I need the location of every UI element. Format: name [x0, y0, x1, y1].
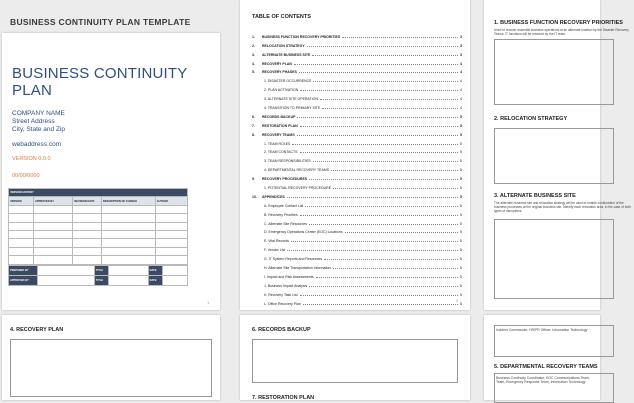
- toc-entry[interactable]: [252, 261, 462, 270]
- version-history-header-row: [9, 197, 188, 205]
- toc-leader: [313, 161, 458, 162]
- section-2-title: 2. RELOCATION STRATEGY: [494, 116, 568, 122]
- toc-entry-text: D. Emergency Operations Center (EOC) Locations: [264, 230, 343, 235]
- toc-entry-page: 5: [460, 132, 462, 137]
- toc-entry-page: 4: [460, 88, 462, 93]
- toc-entry-page: 4: [460, 97, 462, 102]
- version-history-table: [8, 188, 188, 265]
- city-state-zip: City, State and Zip: [12, 126, 65, 133]
- col-approved-by: APPROVED BY: [34, 197, 73, 205]
- toc-entry[interactable]: [252, 288, 462, 297]
- table-cell[interactable]: [102, 256, 156, 264]
- table-row: [9, 214, 188, 222]
- template-title: BUSINESS CONTINUITY PLAN TEMPLATE: [10, 17, 191, 27]
- toc-leader: [300, 152, 459, 153]
- toc-entry-text: J. Business Impact Analysis: [264, 283, 308, 288]
- toc-leader: [303, 304, 458, 305]
- toc-entry-number: 5.: [252, 70, 255, 75]
- toc-leader: [287, 250, 458, 251]
- table-row: [9, 230, 188, 238]
- toc-entry[interactable]: [252, 279, 462, 288]
- table-cell[interactable]: [155, 239, 187, 247]
- version-history-caption-row: [9, 189, 188, 197]
- toc-entry-page: 5: [460, 212, 462, 217]
- toc-entry-text: 2. TEAM CONTACTS: [264, 150, 298, 155]
- toc-entry[interactable]: [252, 30, 462, 39]
- toc-entry-text: RELOCATION STRATEGY: [262, 43, 305, 48]
- toc-entry-text: 4. DEPARTMENTAL RECOVERY TEAMS: [264, 168, 330, 173]
- table-cell[interactable]: [9, 205, 34, 213]
- toc-leader: [300, 90, 458, 91]
- toc-entry-text: APPENDICES: [262, 194, 285, 199]
- table-cell[interactable]: [9, 239, 34, 247]
- toc-entry-page: 5: [460, 283, 462, 288]
- table-cell[interactable]: [73, 214, 102, 222]
- col-version: VERSION: [9, 197, 34, 205]
- table-cell[interactable]: [9, 214, 34, 222]
- toc-entry[interactable]: [252, 172, 462, 181]
- table-cell[interactable]: [155, 230, 187, 238]
- table-cell[interactable]: [9, 247, 34, 255]
- date-value[interactable]: [162, 276, 187, 286]
- table-cell[interactable]: [102, 214, 156, 222]
- toc-entry[interactable]: [252, 199, 462, 208]
- page-cover[interactable]: [2, 33, 220, 310]
- version-date: 00/00/0000: [12, 173, 40, 179]
- page-3[interactable]: [484, 0, 631, 310]
- section-3-title: 3. ALTERNATE BUSINESS SITE: [494, 193, 576, 199]
- toc-entry-text: B. Recovery Priorities: [264, 212, 298, 217]
- table-row: [9, 256, 188, 264]
- table-cell[interactable]: [34, 205, 73, 213]
- section-6-title: 6. RECORDS BACKUP: [252, 327, 311, 333]
- table-cell[interactable]: [34, 256, 73, 264]
- toc-entry-page: 5: [460, 257, 462, 262]
- toc-leader: [300, 215, 458, 216]
- toc-entry[interactable]: [252, 208, 462, 217]
- signoff-row: [9, 266, 188, 276]
- toc-entry-text: RECOVERY TEAMS: [262, 132, 295, 137]
- toc-entry-number: 1.: [252, 34, 255, 39]
- toc-leader: [297, 135, 458, 136]
- toc-list: [252, 30, 462, 306]
- toc-entry[interactable]: [252, 128, 462, 137]
- table-cell[interactable]: [155, 256, 187, 264]
- toc-entry-page: 5: [460, 194, 462, 199]
- table-cell[interactable]: [155, 222, 187, 230]
- page-toc[interactable]: [240, 0, 470, 310]
- cover-title: [12, 65, 188, 99]
- toc-entry-text: G. IT System Reports and Resources: [264, 257, 323, 262]
- toc-entry-page: 5: [460, 150, 462, 155]
- toc-entry[interactable]: [252, 119, 462, 128]
- section-2-box[interactable]: [494, 128, 614, 184]
- section-6-box[interactable]: [252, 339, 458, 383]
- page-5[interactable]: [240, 315, 470, 400]
- toc-entry-text: RECOVERY PROCEDURES: [262, 177, 308, 182]
- toc-entry[interactable]: [252, 226, 462, 235]
- toc-entry[interactable]: [252, 154, 462, 163]
- table-cell[interactable]: [102, 222, 156, 230]
- toc-entry[interactable]: [252, 234, 462, 243]
- section-1-box[interactable]: [494, 39, 614, 105]
- toc-entry[interactable]: [252, 270, 462, 279]
- approved-by-label: APPROVED BY: [9, 276, 38, 286]
- toc-entry-number: 4.: [252, 61, 255, 66]
- toc-entry-page: 5: [460, 301, 462, 306]
- company-block: [12, 110, 65, 134]
- toc-entry[interactable]: [252, 146, 462, 155]
- toc-leader: [309, 179, 458, 180]
- prepared-by-value[interactable]: [37, 266, 94, 276]
- toc-entry-page: 5: [460, 221, 462, 226]
- toc-entry-text: RESTORATION PLAN: [262, 123, 298, 128]
- toc-entry-text: 1. DISASTER OCCURRENCE: [264, 79, 312, 84]
- toc-entry[interactable]: [252, 110, 462, 119]
- toc-entry-text: E. Vital Records: [264, 239, 290, 244]
- toc-leader: [307, 46, 458, 47]
- dept-teams-text-2: Team, Emergency Response Team, Information Technology: [496, 380, 586, 384]
- toc-entry-text: RECOVERY PLAN: [262, 61, 292, 66]
- section-4-title: 4. RECOVERY PLAN: [10, 327, 64, 333]
- table-cell[interactable]: [155, 214, 187, 222]
- toc-entry-page: 5: [460, 123, 462, 128]
- toc-entry-page: 5: [460, 292, 462, 297]
- toc-entry[interactable]: [252, 163, 462, 172]
- approved-by-value[interactable]: [37, 276, 94, 286]
- date-value[interactable]: [162, 266, 187, 276]
- toc-entry-page: 5: [460, 239, 462, 244]
- version-label: VERSION 0.0.0: [12, 156, 51, 162]
- toc-leader: [300, 126, 458, 127]
- toc-entry[interactable]: [252, 181, 462, 190]
- toc-leader: [297, 117, 458, 118]
- title-label: TITLE: [94, 276, 108, 286]
- table-cell[interactable]: [34, 247, 73, 255]
- table-cell[interactable]: [34, 230, 73, 238]
- toc-entry[interactable]: [252, 243, 462, 252]
- toc-entry[interactable]: [252, 66, 462, 75]
- table-cell[interactable]: [73, 256, 102, 264]
- section-1-title: 1. BUSINESS FUNCTION RECOVERY PRIORITIES: [494, 20, 623, 26]
- toc-leader: [287, 197, 458, 198]
- toc-entry-page: 5: [460, 274, 462, 279]
- toc-entry-page: 5: [460, 266, 462, 271]
- signoff-row: [9, 276, 188, 286]
- toc-entry-number: 8.: [252, 132, 255, 137]
- table-cell[interactable]: [9, 230, 34, 238]
- table-cell[interactable]: [73, 205, 102, 213]
- toc-entry-page: 5: [460, 203, 462, 208]
- toc-entry-number: 7.: [252, 123, 255, 128]
- page-4[interactable]: [2, 315, 220, 400]
- toc-entry[interactable]: [252, 39, 462, 48]
- toc-entry-number: 2.: [252, 43, 255, 48]
- toc-entry-text: H. Alternate Site Transportation Information: [264, 266, 332, 271]
- table-row: [9, 205, 188, 213]
- toc-entry[interactable]: [252, 101, 462, 110]
- title-value[interactable]: [109, 266, 148, 276]
- toc-leader: [322, 108, 458, 109]
- toc-entry-text: BUSINESS FUNCTION RECOVERY PRIORITIES: [262, 34, 341, 39]
- toc-leader: [309, 286, 458, 287]
- toc-leader: [292, 144, 458, 145]
- toc-entry-text: 1. POTENTIAL RECOVERY PROCEDURE: [264, 186, 332, 191]
- table-cell[interactable]: [34, 222, 73, 230]
- toc-entry-number: 6.: [252, 114, 255, 119]
- toc-entry-page: 5: [460, 177, 462, 182]
- toc-entry-page: 5: [460, 159, 462, 164]
- signoff-table: [8, 265, 188, 286]
- toc-entry-text: RECOVERY PHASES: [262, 70, 297, 75]
- toc-leader: [331, 170, 458, 171]
- table-cell[interactable]: [102, 239, 156, 247]
- toc-entry[interactable]: [252, 217, 462, 226]
- date-label: DATE: [148, 276, 162, 286]
- toc-leader: [312, 55, 458, 56]
- toc-entry[interactable]: [252, 190, 462, 199]
- page-6[interactable]: [484, 315, 600, 400]
- section-3-body: The alternate business site and relocation strategy will be used to enable continuation of the business processes at the original business site. Identify each relocation area, in the case of both types of disruptions: [494, 201, 631, 213]
- table-cell[interactable]: [73, 230, 102, 238]
- table-row: [9, 222, 188, 230]
- date-label: DATE: [148, 266, 162, 276]
- section-3-box[interactable]: [494, 219, 614, 299]
- toc-entry-page: 5: [460, 248, 462, 253]
- toc-entry-text: 3. ALTERNATE SITE OPERATION: [264, 97, 318, 102]
- cover-title-line2: PLAN: [12, 82, 52, 99]
- toc-entry[interactable]: [252, 137, 462, 146]
- version-history-caption: VERSION HISTORY: [9, 189, 188, 197]
- col-revision-date: REVISION DATE: [73, 197, 102, 205]
- toc-entry-text: C. Alternate Site Resources: [264, 221, 307, 226]
- table-row: [9, 247, 188, 255]
- dept-teams-text-1: Business Continuity Coordinator, EOC Communications Team,: [496, 376, 590, 380]
- toc-entry[interactable]: [252, 57, 462, 66]
- toc-entry-text: 2. PLAN ACTIVATION: [264, 88, 299, 93]
- toc-entry-number: 9.: [252, 177, 255, 182]
- toc-entry-text: L. Office Recovery Plan: [264, 301, 301, 306]
- toc-entry-page: 3: [460, 34, 462, 39]
- section-dept-teams-title: 5. DEPARTMENTAL RECOVERY TEAMS: [494, 364, 598, 370]
- toc-entry[interactable]: [252, 74, 462, 83]
- table-cell[interactable]: [155, 247, 187, 255]
- toc-entry[interactable]: [252, 92, 462, 101]
- toc-leader: [324, 259, 458, 260]
- toc-leader: [309, 224, 458, 225]
- table-cell[interactable]: [155, 205, 187, 213]
- toc-entry-page: 3: [460, 52, 462, 57]
- toc-entry[interactable]: [252, 48, 462, 57]
- table-cell[interactable]: [34, 239, 73, 247]
- table-cell[interactable]: [102, 205, 156, 213]
- prepared-by-label: PREPARED BY: [9, 266, 38, 276]
- street-address: Street Address: [12, 118, 55, 125]
- col-description: DESCRIPTION OF CHANGE: [102, 197, 156, 205]
- toc-entry[interactable]: [252, 297, 462, 306]
- table-cell[interactable]: [34, 214, 73, 222]
- toc-leader: [342, 37, 458, 38]
- toc-entry-page: 5: [460, 114, 462, 119]
- toc-entry[interactable]: [252, 252, 462, 261]
- toc-leader: [345, 232, 458, 233]
- toc-entry-page: 5: [460, 186, 462, 191]
- table-cell[interactable]: [102, 247, 156, 255]
- toc-leader: [305, 206, 458, 207]
- toc-entry-page: 5: [460, 141, 462, 146]
- toc-entry-page: 4: [460, 79, 462, 84]
- toc-entry-page: 3: [460, 43, 462, 48]
- toc-leader: [299, 72, 458, 73]
- toc-entry-page: 4: [460, 106, 462, 111]
- toc-leader: [294, 64, 458, 65]
- toc-leader: [291, 241, 458, 242]
- web-address: webaddress.com: [12, 141, 62, 148]
- toc-entry-page: 5: [460, 230, 462, 235]
- table-cell[interactable]: [102, 230, 156, 238]
- toc-leader: [333, 188, 458, 189]
- table-cell[interactable]: [73, 239, 102, 247]
- section-1-body: Used to recover essential business operations at an alternate location by the Disaster Recovery Teams. IT functions will be restored by the IT team.: [494, 28, 629, 36]
- toc-entry-text: I. Impact and Risk Assessments: [264, 274, 314, 279]
- toc-entry-text: F. Vendor List: [264, 248, 286, 253]
- toc-leader: [333, 268, 458, 269]
- toc-entry-page: 4: [460, 61, 462, 66]
- table-cell[interactable]: [9, 222, 34, 230]
- toc-entry-page: 5: [460, 168, 462, 173]
- toc-entry-text: A. Employee Contact List: [264, 203, 304, 208]
- toc-entry-page: 4: [460, 70, 462, 75]
- page-number: 1: [207, 300, 210, 305]
- cover-title-line1: BUSINESS CONTINUITY: [12, 65, 188, 82]
- table-cell[interactable]: [9, 256, 34, 264]
- toc-entry-number: 3.: [252, 52, 255, 57]
- title-value[interactable]: [109, 276, 148, 286]
- toc-entry-text: 3. TEAM RESPONSIBILITIES: [264, 159, 311, 164]
- toc-leader: [320, 99, 458, 100]
- company-name: COMPANY NAME: [12, 110, 65, 117]
- section-7-title: 7. RESTORATION PLAN: [252, 395, 315, 401]
- toc-leader: [313, 81, 458, 82]
- toc-heading: TABLE OF CONTENTS: [252, 14, 311, 20]
- toc-entry-text: 1. TEAM ROLES: [264, 141, 291, 146]
- toc-entry-text: 4. TRANSITION TO PRIMARY SITE: [264, 106, 321, 111]
- col-author: AUTHOR: [155, 197, 187, 205]
- toc-entry-number: 10.: [252, 194, 257, 199]
- table-cell[interactable]: [73, 247, 102, 255]
- table-cell[interactable]: [73, 222, 102, 230]
- toc-entry[interactable]: [252, 83, 462, 92]
- team-roles-text: Incident Commander, HR/PR Officer, Information Technology: [496, 328, 588, 332]
- page-number: 2: [456, 298, 459, 303]
- toc-leader: [300, 295, 458, 296]
- toc-entry-text: RECORDS BACKUP: [262, 114, 296, 119]
- table-row: [9, 239, 188, 247]
- section-4-box[interactable]: [10, 339, 212, 397]
- toc-entry-text: ALTERNATE BUSINESS SITE: [262, 52, 311, 57]
- toc-leader: [316, 277, 458, 278]
- toc-entry-text: K. Recovery Task List: [264, 292, 298, 297]
- title-label: TITLE: [94, 266, 108, 276]
